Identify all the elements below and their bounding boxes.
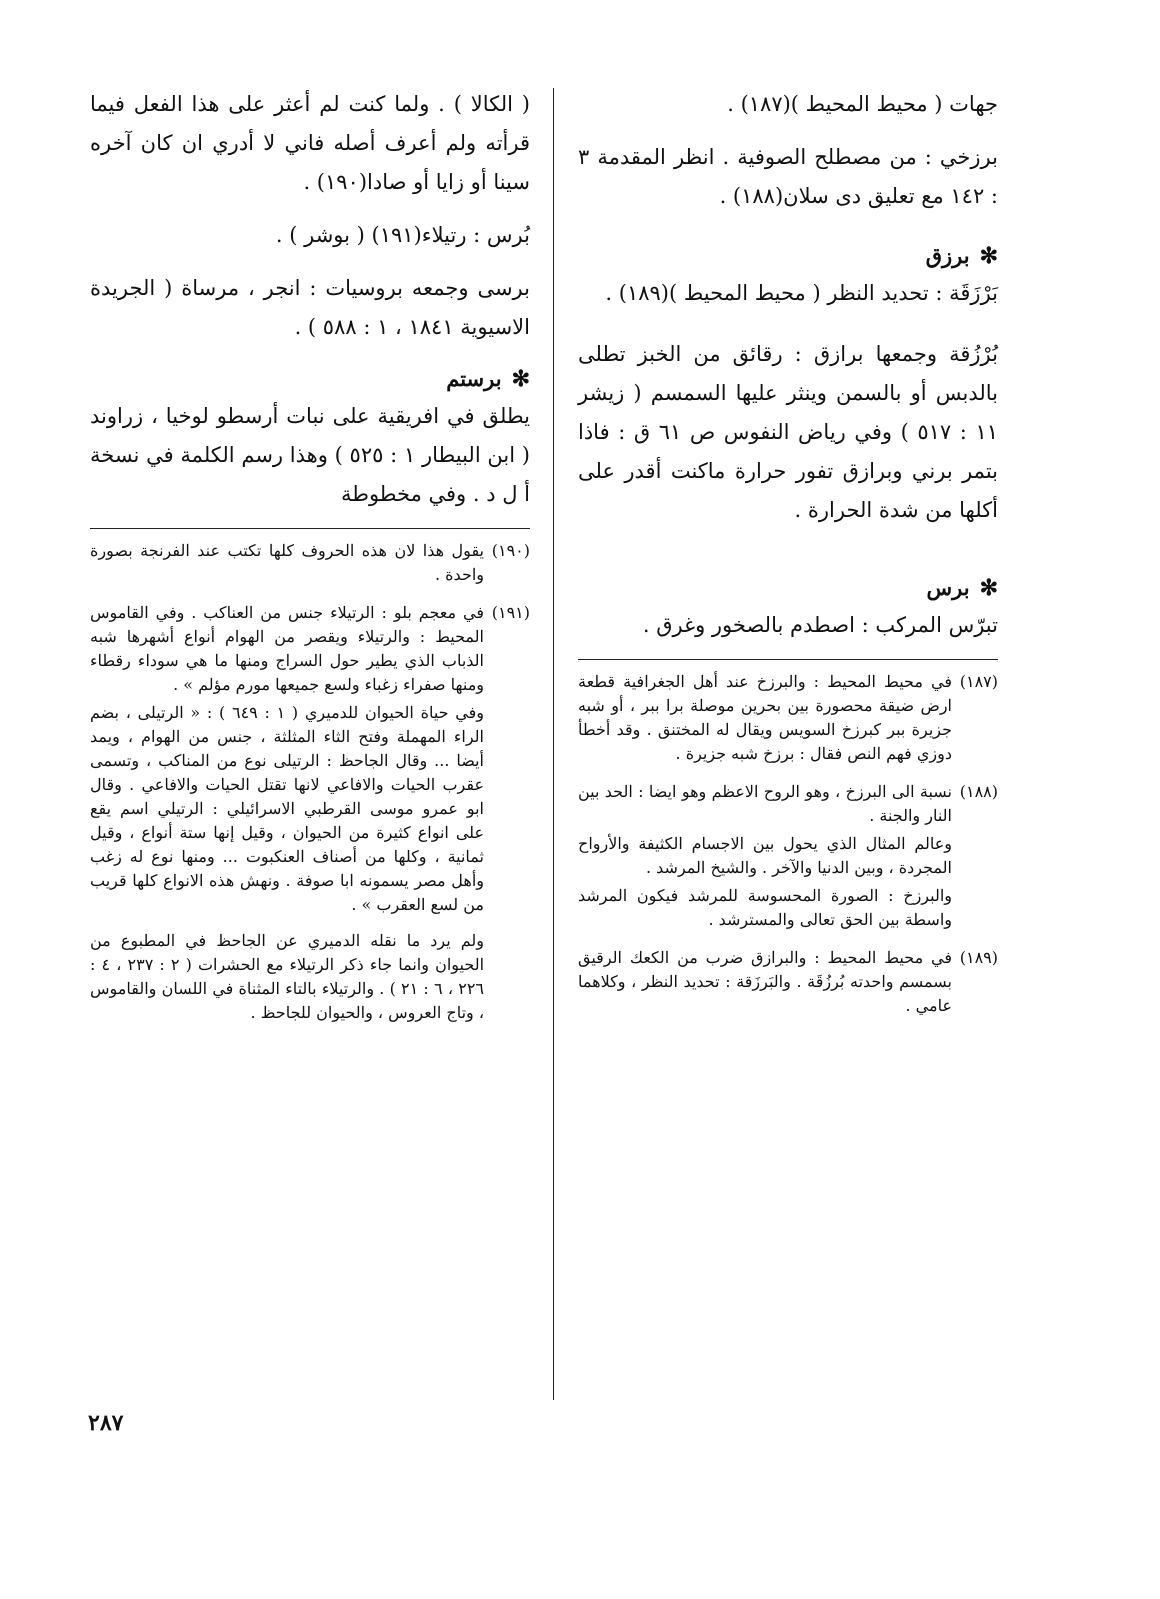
asterisk-icon: ✻	[511, 366, 530, 392]
footnote-divider	[578, 659, 998, 660]
footnote-text: وفي حياة الحيوان للدميري ( ١ : ٦٤٩ ) : « الرتيلى ، بضم الراء المهملة وفتح الثاء المثلثة ، جنس من الهوام ، ويمد أيضا ... وقال الجاحظ : الرتيلى نوع من المناكب ، وتسمى عقرب الحيات والافاعي لانها تقتل الحيات والافاعي . وقال ابو عمرو موسى القرطبي الاسرائيلي : الرتيلي اسم يقع على انواع كثيرة من الحيوان ، وقيل إنها ستة أنواع ، وقيل ثمانية ، وكلها من أصناف العنكبوت ... ومنها نوع له زغب وأهل مصر يسمونه ابا صوفة . ونهش هذه الانواع كلها قريب من لسع العقرب » .	[90, 703, 485, 914]
root-word: برس	[926, 575, 970, 600]
entry-text: برزخي : من مصطلح الصوفية . انظر المقدمة ٣ : ١٤٢ مع تعليق دى سلان(١٨٨) .	[578, 145, 998, 208]
footnote-divider	[90, 528, 530, 529]
entry-text: بَرْزَقَة : تحديد النظر ( محيط المحيط )(١٨٩) .	[605, 281, 998, 305]
footnote-number: (١٨٨)	[959, 782, 998, 801]
footnote-text: في معجم بلو : الرتيلاء جنس من العناكب . وفي القاموس المحيط : والرتيلاء ويقصر من الهوام أنواع أشهرها شبه الذباب الذي يطير حول السراج ومنها ما هي سوداء رقطاء ومنها صفراء زغباء ولسع جميعها مورم مؤلم » .	[90, 603, 484, 694]
left-column	[90, 85, 530, 1039]
entry-text: بُرْزُقة وجمعها برازق : رقائق من الخبز تطلى بالدبس أو بالسمن وينثر عليها السمسم ( زيشر ١١ : ٥١٧ ) وفي رياض النفوس ص ٦١ ق : فاذا بتمر برني وبرازق تفور حرارة ماكنت أقدر على أكلها من شدة الحرارة .	[578, 342, 998, 522]
footnote	[90, 539, 530, 587]
footnote-number: (١٨٧)	[959, 672, 998, 691]
footnote	[578, 946, 998, 1018]
asterisk-icon: ✻	[979, 575, 998, 601]
footnote-text: يقول هذا لان هذه الحروف كلها تكتب عند الفرنجة بصورة واحدة .	[90, 541, 484, 584]
entry-text: بُرس : رتيلاء(١٩١) ( بوشر ) .	[275, 223, 530, 247]
footnote	[578, 670, 998, 766]
root-heading	[90, 361, 530, 397]
footnote-number: (١٩٠)	[491, 541, 530, 560]
entry-text: يطلق في افريقية على نبات أرسطو لوخيا ، زراوند ( ابن البيطار ١ : ٥٢٥ ) وهذا رسم الكلمة في نسخة أ ل د . وفي مخطوطة	[90, 404, 530, 506]
entry-text: ( الكالا ) . ولما كنت لم أعثر على هذا الفعل فيما قرأته ولم أعرف أصله فاني لا أدري ان كان آخره سينا أو زايا أو صادا(١٩٠) .	[90, 92, 530, 194]
footnote-text: في محيط المحيط : والبرزخ عند أهل الجغرافية قطعة ارض ضيقة محصورة بين بحرين موصلة برا ببر ، أو شبه جزيرة ببر كبرزخ السويس ويقال له المختنق . وقد أخطأ دوزي فهم النص فقال : برزخ شبه جزيرة .	[578, 672, 952, 763]
entry-text: برسى وجمعه بروسيات : انجر ، مرساة ( الجريدة الاسيوية ١٨٤١ ، ١ : ٥٨٨ ) .	[90, 276, 530, 339]
footnote-text: ولم يرد ما نقله الدميري عن الجاحظ في المطبوع من الحيوان وانما جاء ذكر الرتيلاء مع الحشرات ( ٢ : ٢٣٧ ، ٤ : ٢٢٦ ، ٦ : ٢١ ) . والرتيلاء بالتاء المثناة في اللسان والقاموس ، وتاج العروس ، والحيوان للجاحظ .	[90, 931, 485, 1022]
footnote-number: (١٩١)	[491, 603, 530, 622]
asterisk-icon: ✻	[979, 243, 998, 269]
root-heading	[578, 238, 998, 274]
footnote-number: (١٨٩)	[959, 948, 998, 967]
root-word: برزق	[925, 243, 970, 268]
footnote-text: في محيط المحيط : والبرازق ضرب من الكعك الرقيق بسمسم واحدته بُرزُقَة . والبَرزَقة : تحديد النظر ، وكلاهما عامي .	[578, 948, 952, 1015]
entry-text: جهات ( محيط المحيط )(١٨٧) .	[727, 92, 998, 116]
root-word: برستم	[446, 366, 502, 391]
right-column	[578, 85, 998, 1032]
footnote-text: والبرزخ : الصورة المحسوسة للمرشد فيكون المرشد واسطة بين الحق تعالى والمسترشد .	[578, 886, 952, 929]
root-heading	[578, 570, 998, 606]
footnote	[578, 780, 998, 932]
footnote-text: وعالم المثال الذي يحول بين الاجسام الكثيفة والأرواح المجردة ، وبين الدنيا والآخر . والشيخ المرشد .	[578, 834, 952, 877]
page-number: ٢٨٧	[88, 1410, 124, 1436]
entry-text: تبرّس المركب : اصطدم بالصخور وغرق .	[642, 613, 998, 637]
column-divider	[553, 88, 554, 1400]
footnote	[90, 601, 530, 1025]
footnote-text: نسبة الى البرزخ ، وهو الروح الاعظم وهو ايضا : الحد بين النار والجنة .	[578, 782, 952, 825]
